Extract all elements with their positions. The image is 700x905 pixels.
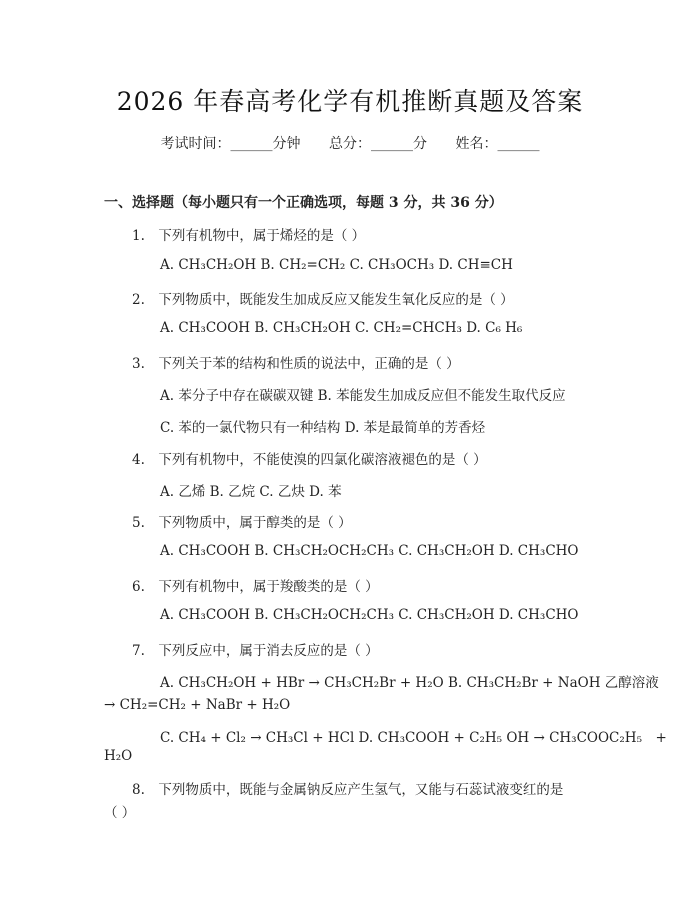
page-title: 2026 年春高考化学有机推断真题及答案 [116, 87, 584, 116]
exam-info [0, 133, 700, 153]
question-options: A. 苯分子中存在碳碳双键 B. 苯能发生加成反应但不能发生取代反应 [160, 388, 566, 404]
question-options: H₂O [104, 748, 133, 764]
question-options: → CH₂=CH₂ + NaBr + H₂O [104, 697, 291, 713]
question-options: C. 苯的一氯代物只有一种结构 D. 苯是最简单的芳香烃 [160, 420, 486, 436]
question-options: C. CH₄ + Cl₂ → CH₃Cl + HCl D. CH₃COOH + C₂H₅ OH → CH₃COOC₂H₅ + [160, 730, 667, 746]
question-options: A. CH₃COOH B. CH₃CH₂OCH₂CH₃ C. CH₃CH₂OH D. CH₃CHO [160, 543, 579, 559]
question-stem: 6. 下列有机物中，属于羧酸类的是（ ） [132, 579, 379, 595]
question-options: A. 乙烯 B. 乙烷 C. 乙炔 D. 苯 [160, 484, 342, 500]
exam-time-field: 考试时间：______分钟 [160, 136, 301, 152]
question-stem: 5. 下列物质中，属于醇类的是（ ） [132, 515, 352, 531]
student-name-field: 姓名：______ [455, 136, 540, 152]
question-stem: 3. 下列关于苯的结构和性质的说法中，正确的是（ ） [132, 356, 460, 372]
question-stem: 2. 下列物质中，既能发生加成反应又能发生氧化反应的是（ ） [132, 292, 514, 308]
question-options: A. CH₃CH₂OH B. CH₂=CH₂ C. CH₃OCH₃ D. CH≡CH [160, 257, 513, 273]
question-options: A. CH₃COOH B. CH₃CH₂OH C. CH₂=CHCH₃ D. C₆ H₆ [160, 320, 523, 336]
question-stem: 4. 下列有机物中，不能使溴的四氯化碳溶液褪色的是（ ） [132, 452, 487, 468]
question-stem: 7. 下列反应中，属于消去反应的是（ ） [132, 643, 379, 659]
question-options: A. CH₃CH₂OH + HBr → CH₃CH₂Br + H₂O B. CH₃CH₂Br + NaOH 乙醇溶液 [160, 675, 659, 691]
question-options: A. CH₃COOH B. CH₃CH₂OCH₂CH₃ C. CH₃CH₂OH D. CH₃CHO [160, 607, 579, 623]
question-stem-continued: （ ） [104, 805, 136, 821]
question-stem: 8. 下列物质中，既能与金属钠反应产生氢气，又能与石蕊试液变红的是 [132, 782, 564, 798]
question-stem: 1. 下列有机物中，属于烯烃的是（ ） [132, 228, 366, 244]
section-heading: 一、选择题（每小题只有一个正确选项，每题 3 分，共 36 分） [104, 195, 503, 211]
total-score-field: 总分：______分 [329, 136, 427, 152]
